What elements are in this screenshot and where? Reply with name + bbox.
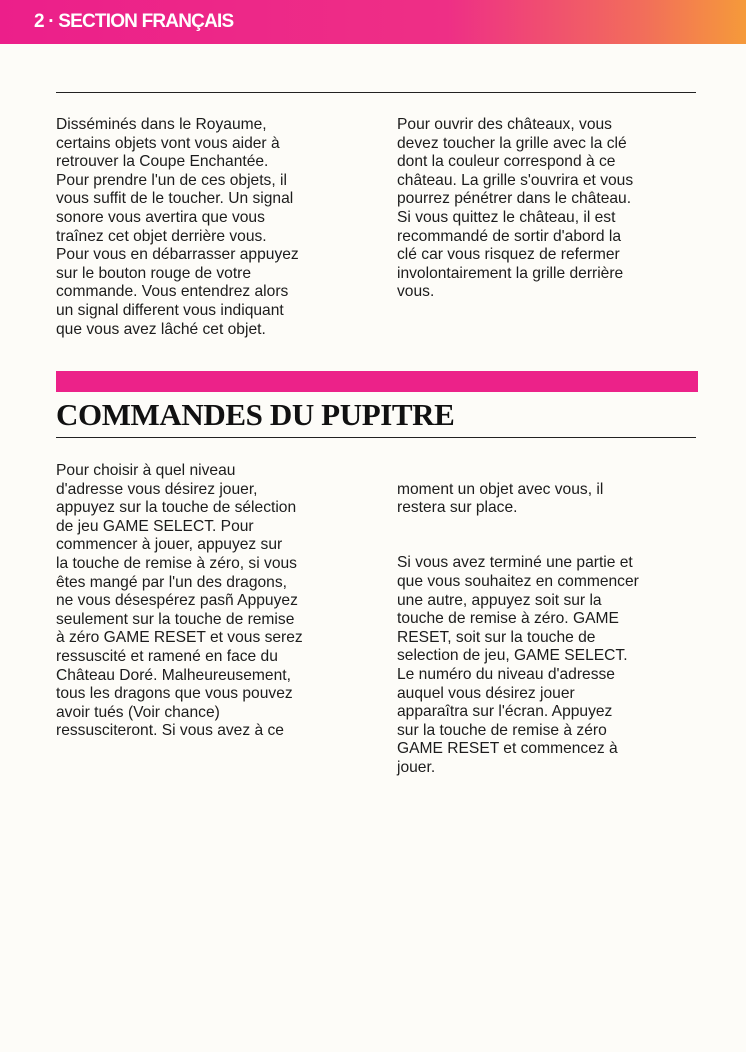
difficulty-paragraph: Pour choisir à quel niveau d'adresse vous désirez jouer, appuyez sur la touche de sélection de jeu GAME SELECT. Pour commencer à jouer, appuyez sur la touche de remise à zéro, si vous êtes mangé par l'un des dragons, ne vous désespérez pasñ Appuyez seulement sur la touche de remise à zéro GAME RESET et vous serez ressuscité et ramené en face du Château Doré. Malheureusement, tous les dragons que vous pouvez avoir tués (Voir chance) ressusciteront. Si vous avez à ce: [56, 462, 303, 740]
castles-paragraph: Pour ouvrir des châteaux, vous devez toucher la grille avec la clé dont la couleur correspond à ce château. La grille s'ouvrira et vous pourrez pénétrer dans le château. Si vous quittez le château, il est recommandé de sortir d'abord la clé car vous risquez de refermer involontairement la grille derrière vous.: [397, 116, 634, 301]
section-title: COMMANDES DU PUPITRE: [56, 397, 455, 432]
object-stays-paragraph: moment un objet avec vous, il restera sur place.: [397, 480, 604, 517]
section-color-band: [56, 371, 698, 392]
section-header-label: 2 · SECTION FRANÇAIS: [34, 11, 234, 32]
section-title-rule: [56, 437, 696, 438]
objects-paragraph: Disséminés dans le Royaume, certains objets vont vous aider à retrouver la Coupe Enchantée. Pour prendre l'un de ces objets, il vous suffit de le toucher. Un signal sonore vous avertira que vous traînez cet objet derrière vous. Pour vous en débarrasser appuyez sur le bouton rouge de votre commande. Vous entendrez alors un signal different vous indiquant que vous avez lâché cet objet.: [56, 116, 299, 338]
new-game-paragraph: Si vous avez terminé une partie et que vous souhaitez en commencer une autre, appuyez soit sur la touche de remise à zéro. GAME RESET, soit sur la touche de selection de jeu, GAME SELECT. Le numéro du niveau d'adresse auquel vous désirez jouer apparaîtra sur l'écran. Appuyez sur la touche de remise à zéro GAME RESET et commencez à jouer.: [397, 554, 639, 776]
right-column-text: [397, 462, 702, 796]
header-bar: [0, 0, 746, 44]
top-divider-rule: [56, 92, 696, 93]
